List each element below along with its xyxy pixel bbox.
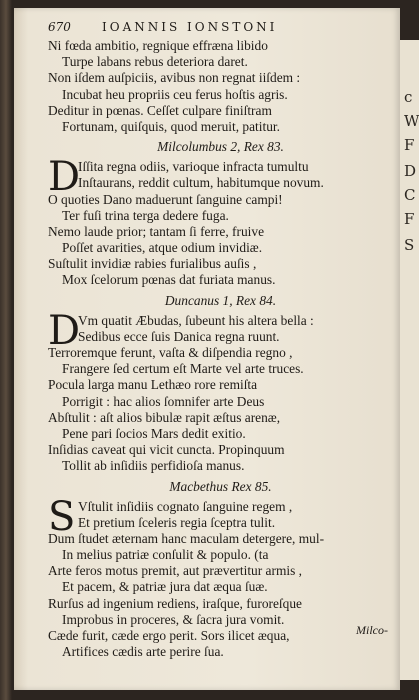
- verse-line: Ter fuſi trina terga dedere fuga.: [62, 207, 229, 223]
- verse-line: Iſſita regna odiis, varioque infracta tumultu: [78, 159, 309, 175]
- verse-line: Inſidias caveat qui vicit cuncta. Propinquum: [48, 442, 285, 458]
- verse-line: Incubat heu propriis ceu ferus hoſtis agris.: [62, 86, 288, 102]
- running-title: IOANNIS IONSTONI: [102, 20, 278, 34]
- facing-page-fragment: W: [404, 112, 419, 130]
- verse-line: Dum ſtudet æternam hanc maculam detergere, mul-: [48, 530, 325, 546]
- drop-capital: D: [48, 154, 81, 201]
- drop-capital: D: [48, 307, 81, 354]
- verse-line: In melius patriæ conſulit & populo. (ta: [62, 547, 269, 563]
- verse-line: Ni fœda ambitio, regnique effræna libido: [48, 38, 268, 53]
- verse-line: Pene pari ſocios Mars dedit exitio.: [62, 425, 246, 441]
- verse-line: Sedibus ecce ſuis Danica regna ruunt.: [78, 328, 280, 344]
- section-heading: Milcolumbus 2, Rex 83.: [157, 139, 284, 155]
- poem-section: [48, 289, 393, 475]
- book-page: [14, 8, 400, 690]
- verse-line: Porrigit : hac alios ſomnifer arte Deus: [62, 393, 265, 409]
- verse-line: Poſſet avarities, atque odium invidiæ.: [62, 240, 263, 256]
- verse-line: Improbus in proceres, & ſacra jura vomit.: [62, 611, 285, 627]
- facing-page-fragment: c: [404, 88, 413, 106]
- facing-page-fragment: D: [404, 162, 417, 180]
- verse-line: Nemo laude prior; tantam ſi ferre, fruive: [48, 223, 265, 239]
- facing-page-fragment: C: [404, 186, 416, 204]
- verse-line: Pocula larga manu Lethæo rore remiſta: [48, 377, 258, 393]
- verse-line: Suſtulit invidiæ rabies furialibus auſis ,: [48, 256, 257, 272]
- drop-capital: S: [48, 493, 76, 540]
- page-number: 670: [48, 20, 71, 34]
- verse-line: Et pretium ſceleris regia ſceptra tulit.: [78, 514, 276, 530]
- verse-line: Tollit ab inſidiis perfidioſa manus.: [62, 458, 245, 474]
- verse-line: Vſtulit inſidiis cognato ſanguine regem ,: [78, 498, 293, 514]
- verse-line: Inſtaurans, reddit cultum, habitumque novum.: [78, 175, 324, 191]
- verse-line: Artifices cædis arte perire ſua.: [62, 644, 224, 660]
- verse-line: Rurſus ad ingenium rediens, iraſque, furoreſque: [48, 595, 302, 611]
- verse-line: Turpe labans rebus deteriora daret.: [62, 54, 248, 70]
- verse-line: Cæde furit, cæde ergo perit. Sors ilicet æqua,: [48, 628, 290, 643]
- verse-line: Terroremque ferunt, vaſta & diſpendia regno ,: [48, 345, 293, 360]
- section-heading: Macbethus Rex 85.: [169, 478, 272, 494]
- verse-line: Vm quatit Æbudas, ſubeunt his altera bella :: [78, 312, 314, 328]
- section-heading: Duncanus 1, Rex 84.: [164, 292, 277, 308]
- verse-line: Deditur in pœnas. Ceſſet culpare finiſtram: [48, 102, 272, 118]
- catchword: Milco-: [356, 623, 388, 637]
- verse-line: Mox ſcelorum pœnas dat furiata manus.: [62, 272, 276, 288]
- facing-page-edge: [400, 40, 419, 680]
- verse-line: Abſtulit : aſt alios bibulæ rapit æſtus arenæ,: [48, 409, 281, 425]
- facing-page-fragment: F: [404, 210, 415, 228]
- verse-line: Fortunam, quiſquis, quod meruit, patitur.: [62, 118, 280, 134]
- page-header: [48, 20, 388, 38]
- verse-line: Arte feros motus premit, aut prævertitur armis ,: [48, 563, 302, 579]
- verse-line: Frangere ſed certum eſt Marte vel arte truces.: [62, 361, 304, 377]
- facing-page-fragment: S: [404, 236, 415, 254]
- verse-line: Et pacem, & patriæ jura dat æqua ſuæ.: [62, 579, 268, 595]
- facing-page-fragment: F: [404, 136, 415, 154]
- verse-line: O quoties Dano maduerunt ſanguine campi!: [48, 191, 283, 207]
- poem-text: [48, 38, 393, 660]
- poem-section: [48, 38, 393, 135]
- poem-section: [48, 135, 393, 289]
- verse-line: Non iſdem auſpiciis, avibus non regnat iiſdem :: [48, 70, 301, 86]
- poem-section: [48, 475, 393, 661]
